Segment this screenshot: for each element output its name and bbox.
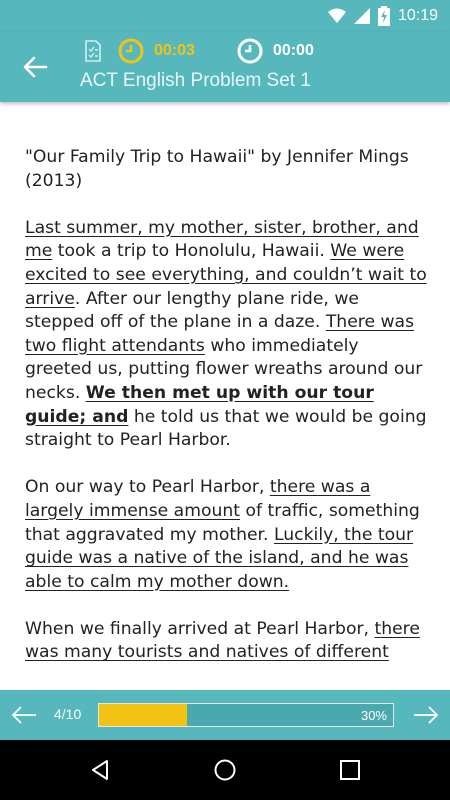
passage-text: When we finally arrived at Pearl Harbor, [25, 618, 375, 639]
elapsed-timer: 00:03 [154, 42, 195, 59]
remaining-timer: 00:00 [272, 42, 314, 59]
passage-content [25, 146, 430, 690]
status-icons [328, 0, 438, 32]
wifi-icon [328, 8, 346, 24]
nav-back-icon[interactable] [88, 758, 112, 782]
document-check-icon[interactable] [84, 40, 102, 62]
progress-percent: 30% [360, 708, 387, 723]
current-question-segment[interactable]: We then met up with our tour guide; and [25, 382, 374, 427]
progress-fill [99, 704, 187, 726]
app-bar [0, 32, 450, 102]
passage-text: took a trip to Honolulu, Hawaii. [52, 241, 331, 262]
passage-text: . After our lengthy plane ride, we stepped off of the plane in a daze. [25, 288, 359, 333]
underlined-question-segment[interactable]: there was a largely immense amount [25, 477, 371, 521]
passage-paragraph-1 [25, 217, 430, 453]
status-time: 10:19 [397, 7, 438, 24]
clock-icon [118, 38, 144, 64]
underlined-question-segment[interactable]: Last summer, my mother, sister, brother, and me [25, 217, 419, 262]
back-arrow-icon[interactable] [22, 54, 48, 80]
status-bar [0, 0, 450, 32]
nav-home-icon[interactable] [213, 758, 237, 782]
clock-icon [237, 38, 263, 64]
battery-charging-icon [378, 6, 390, 26]
timer-row [84, 38, 314, 64]
passage-paragraph-3 [25, 618, 430, 665]
passage-heading: "Our Family Trip to Hawaii" by Jennifer Mings (2013) [25, 147, 409, 191]
nav-recents-icon[interactable] [338, 758, 362, 782]
passage-text: he told us that we would be going straight to Pearl Harbor. [25, 406, 427, 451]
next-arrow-icon[interactable] [412, 702, 440, 728]
system-nav-bar [0, 740, 450, 800]
page-title: ACT English Problem Set 1 [80, 70, 311, 91]
underlined-question-segment[interactable]: there was many tourists and natives of different [25, 618, 420, 663]
progress-track [98, 703, 394, 727]
prev-arrow-icon[interactable] [10, 702, 38, 728]
page-counter: 4/10 [54, 706, 82, 722]
passage-paragraph-2 [25, 476, 430, 594]
underlined-question-segment[interactable]: Luckily, the tour guide was a native of the island, and he was able to calm my mother down. [25, 524, 414, 592]
signal-icon [354, 8, 370, 24]
progress-toolbar [0, 690, 450, 740]
underlined-question-segment[interactable]: There was two flight attendants [25, 312, 415, 356]
underlined-question-segment[interactable]: We were excited to see everything, and couldn’t wait to arrive [25, 241, 427, 309]
passage-text: who immediately greeted us, putting flower wreaths around our necks. [25, 335, 423, 403]
passage-text: On our way to Pearl Harbor, [25, 477, 270, 498]
passage-text: of traffic, something that aggravated my mother. [25, 500, 420, 545]
